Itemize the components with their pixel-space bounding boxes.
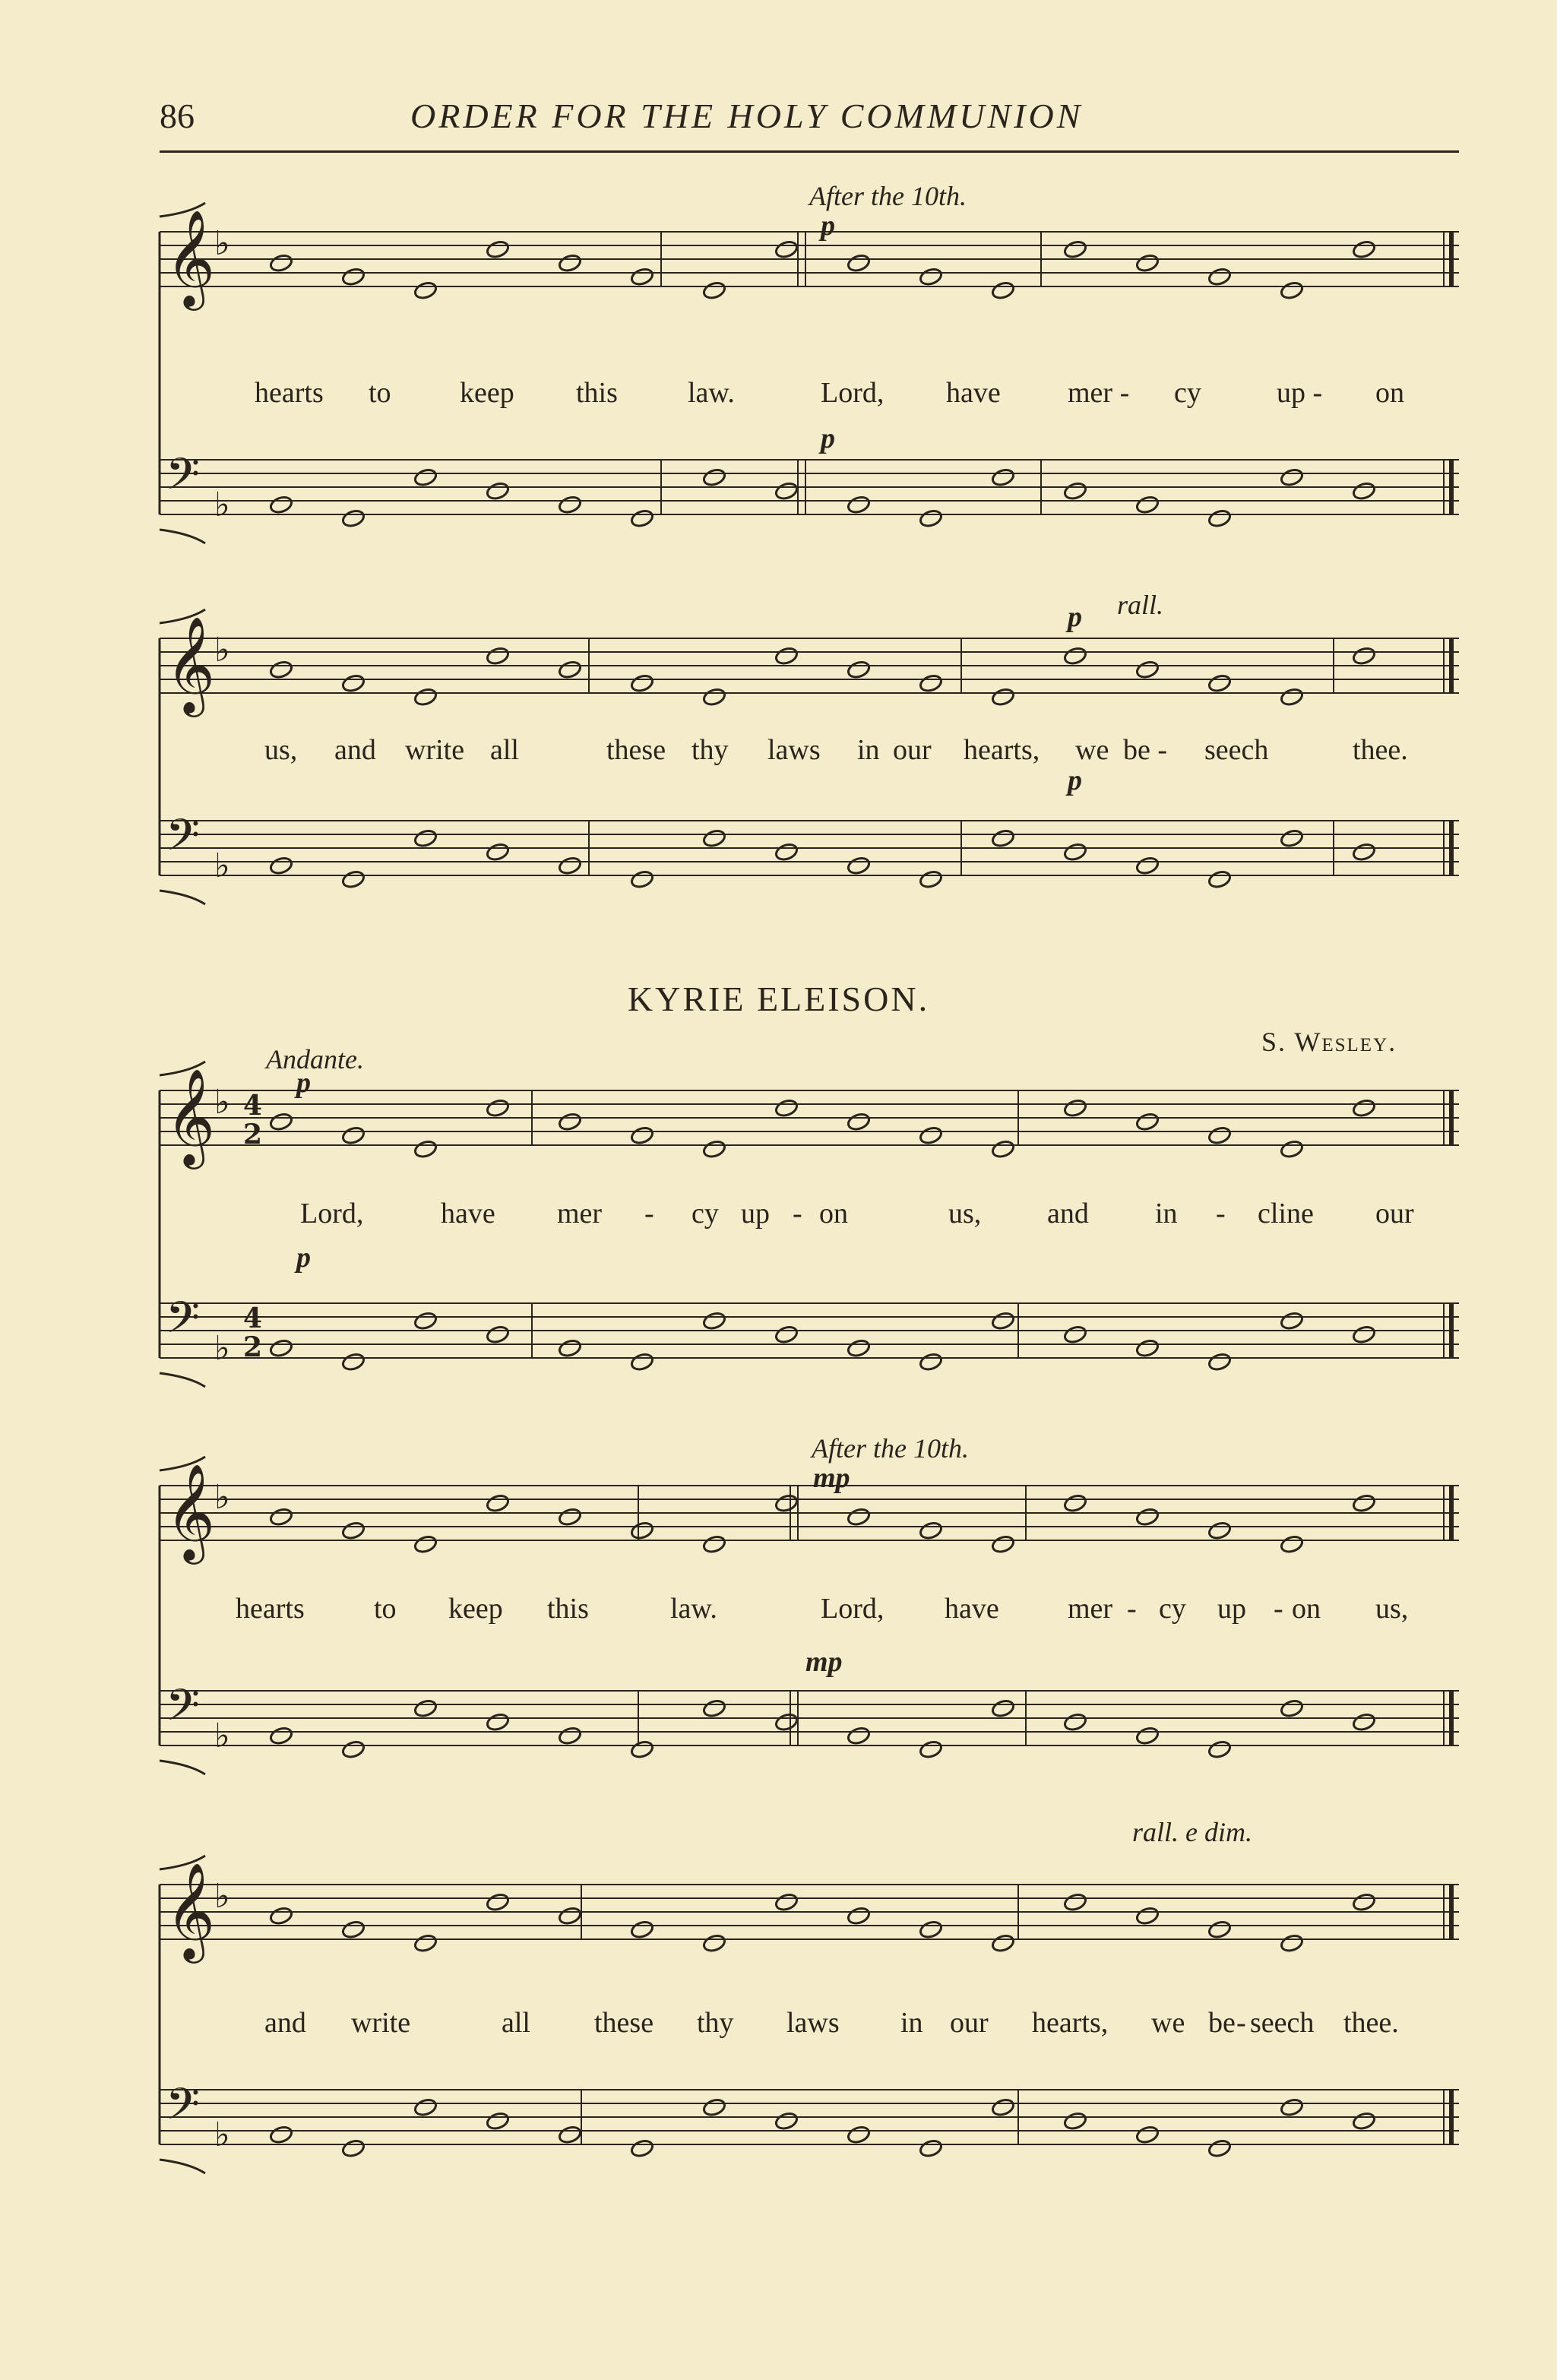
composer-name: S. Wesley.	[1261, 1027, 1397, 1057]
lyric-syllable: Lord,	[821, 1593, 885, 1625]
note-head	[702, 1933, 726, 1953]
lyric-syllable: hearts	[236, 1593, 305, 1625]
lyric-syllable: thee.	[1343, 2007, 1399, 2039]
note-head	[558, 1507, 582, 1527]
staff-graphics	[152, 1440, 1467, 1797]
dynamic-upper: p	[821, 210, 835, 242]
note-head	[486, 1098, 510, 1118]
note-head	[774, 1325, 799, 1344]
lyric-syllable: hearts,	[1032, 2007, 1109, 2039]
note-head	[341, 673, 366, 693]
time-signature-bottom: 2	[243, 1331, 263, 1363]
note-head	[413, 1698, 438, 1718]
note-head	[1280, 1933, 1304, 1953]
note-head	[1135, 660, 1160, 679]
note-head	[341, 267, 366, 286]
note-head	[486, 239, 510, 259]
note-head	[702, 1139, 726, 1159]
note-head	[1135, 1338, 1160, 1358]
flat-icon: ♭	[214, 224, 230, 263]
note-head	[413, 1933, 438, 1953]
note-head	[774, 646, 799, 666]
flat-icon: ♭	[214, 1717, 230, 1755]
note-head	[558, 856, 582, 875]
lyric-syllable: mer -	[1068, 377, 1130, 409]
note-head	[630, 673, 654, 693]
note-head	[1280, 1311, 1304, 1331]
note-head	[1352, 646, 1376, 666]
lyric-syllable: us,	[1375, 1593, 1409, 1625]
note-head	[1207, 508, 1232, 528]
lyric-syllable: -	[644, 1198, 654, 1230]
note-head	[269, 1338, 293, 1358]
treble-clef-icon: 𝄞	[166, 1862, 216, 1959]
running-head: ORDER FOR THE HOLY COMMUNION	[410, 97, 1084, 135]
note-head	[269, 495, 293, 514]
system-4	[152, 1433, 1467, 1797]
lyric-syllable: have	[945, 1593, 999, 1625]
lyric-syllable: -	[1236, 2007, 1246, 2039]
note-head	[630, 869, 654, 889]
note-head	[1063, 239, 1087, 259]
note-head	[1135, 1906, 1160, 1926]
note-head	[919, 1739, 943, 1759]
lyric-syllable: Lord,	[300, 1198, 364, 1230]
note-head	[774, 1098, 799, 1118]
note-head	[486, 1325, 510, 1344]
lyric-syllable: our	[950, 2007, 989, 2039]
note-head	[1280, 1698, 1304, 1718]
lyric-syllable: we	[1075, 734, 1109, 766]
lyric-syllable: up	[1217, 1593, 1246, 1625]
kyrie-title: KYRIE ELEISON.	[627, 980, 930, 1018]
direction-after-tenth: After the 10th.	[812, 1433, 969, 1464]
dynamic-lower: p	[821, 423, 835, 454]
system-1	[152, 181, 1467, 551]
note-head	[1207, 267, 1232, 286]
time-signature-bottom: 2	[243, 1119, 263, 1150]
note-head	[269, 856, 293, 875]
note-head	[341, 1920, 366, 1939]
note-head	[919, 508, 943, 528]
note-head	[1135, 1112, 1160, 1131]
lyric-syllable: laws	[786, 2007, 840, 2039]
lyric-syllable: mer	[1068, 1593, 1113, 1625]
note-head	[991, 1698, 1015, 1718]
staff-graphics	[152, 593, 1467, 950]
tempo-marking: Andante.	[266, 1044, 364, 1074]
note-head	[269, 1507, 293, 1527]
note-head	[991, 2097, 1015, 2117]
note-head	[702, 687, 726, 707]
direction-after-tenth: After the 10th.	[809, 181, 967, 211]
note-head	[1280, 280, 1304, 300]
staff-graphics	[152, 201, 1467, 559]
note-head	[774, 2111, 799, 2131]
note-head	[702, 1698, 726, 1718]
note-head	[269, 253, 293, 273]
note-head	[702, 2097, 726, 2117]
note-head	[486, 2111, 510, 2131]
bass-clef-icon: 𝄢	[166, 448, 201, 511]
lyric-syllable: up -	[1277, 377, 1323, 409]
note-head	[341, 869, 366, 889]
note-head	[1135, 2125, 1160, 2144]
note-head	[1135, 253, 1160, 273]
note-head	[847, 1338, 871, 1358]
note-head	[702, 1534, 726, 1554]
note-head	[341, 1739, 366, 1759]
note-head	[1207, 1920, 1232, 1939]
system-5	[152, 1817, 1467, 2234]
lyric-syllable: and	[264, 2007, 306, 2039]
lyric-syllable: thy	[691, 734, 729, 766]
note-head	[413, 2097, 438, 2117]
lyric-syllable: write	[405, 734, 465, 766]
note-head	[269, 1726, 293, 1745]
note-head	[1280, 687, 1304, 707]
note-head	[1280, 2097, 1304, 2117]
lyric-syllable: have	[441, 1198, 495, 1230]
note-head	[774, 842, 799, 862]
dynamic-upper: p	[296, 1067, 311, 1099]
dynamic-lower: p	[296, 1242, 311, 1274]
note-head	[630, 1920, 654, 1939]
lyric-syllable: thy	[697, 2007, 734, 2039]
lyric-syllable: write	[351, 2007, 411, 2039]
direction-rall-e-dim: rall. e dim.	[1132, 1817, 1252, 1847]
lyric-syllable: be	[1208, 2007, 1236, 2039]
note-head	[919, 2138, 943, 2158]
note-head	[341, 1521, 366, 1540]
lyric-syllable: up	[741, 1198, 770, 1230]
note-head	[1352, 1892, 1376, 1912]
note-head	[630, 2138, 654, 2158]
note-head	[341, 1352, 366, 1372]
lyric-syllable: Lord,	[821, 377, 885, 409]
note-head	[847, 1507, 871, 1527]
lyric-syllable: all	[490, 734, 519, 766]
note-head	[413, 280, 438, 300]
note-head	[702, 280, 726, 300]
lyric-syllable: these	[594, 2007, 654, 2039]
note-head	[991, 1311, 1015, 1331]
lyric-syllable: to	[374, 1593, 397, 1625]
treble-clef-icon: 𝄞	[166, 1463, 216, 1560]
lyric-syllable: seech	[1250, 2007, 1315, 2039]
note-head	[1352, 1325, 1376, 1344]
lyric-syllable: -	[1216, 1198, 1226, 1230]
note-head	[919, 1920, 943, 1939]
note-head	[1063, 1892, 1087, 1912]
treble-clef-icon: 𝄞	[166, 209, 216, 306]
lyric-syllable: law.	[688, 377, 735, 409]
note-head	[558, 1726, 582, 1745]
lyric-syllable: be -	[1123, 734, 1168, 766]
note-head	[702, 467, 726, 487]
note-head	[847, 660, 871, 679]
system-3	[152, 1045, 1467, 1410]
lyric-syllable: our	[893, 734, 932, 766]
lyric-syllable: hearts	[255, 377, 324, 409]
note-head	[1352, 1098, 1376, 1118]
note-head	[991, 687, 1015, 707]
note-head	[1207, 1352, 1232, 1372]
dynamic-upper: mp	[813, 1462, 850, 1494]
note-head	[486, 646, 510, 666]
note-head	[847, 1906, 871, 1926]
bass-clef-icon: 𝄢	[166, 1292, 201, 1354]
note-head	[486, 481, 510, 501]
lyric-syllable: cline	[1258, 1198, 1314, 1230]
note-head	[413, 1534, 438, 1554]
note-head	[919, 267, 943, 286]
lyric-syllable: us,	[264, 734, 298, 766]
note-head	[486, 1892, 510, 1912]
note-head	[847, 253, 871, 273]
note-head	[630, 1352, 654, 1372]
note-head	[558, 2125, 582, 2144]
note-head	[919, 869, 943, 889]
note-head	[1063, 1712, 1087, 1732]
note-head	[1352, 1712, 1376, 1732]
flat-icon: ♭	[214, 1083, 230, 1122]
lyric-syllable: keep	[448, 1593, 503, 1625]
note-head	[1135, 1726, 1160, 1745]
note-head	[919, 1125, 943, 1145]
lyric-syllable: us,	[948, 1198, 982, 1230]
treble-clef-icon: 𝄞	[166, 1068, 216, 1165]
page-header	[160, 90, 1459, 153]
flat-icon: ♭	[214, 847, 230, 885]
lyric-syllable: law.	[670, 1593, 717, 1625]
direction-rall: rall.	[1117, 590, 1164, 620]
bass-clef-icon: 𝄢	[166, 1679, 201, 1742]
note-head	[1207, 869, 1232, 889]
note-head	[847, 1726, 871, 1745]
lyric-syllable: in	[900, 2007, 923, 2039]
note-head	[1207, 673, 1232, 693]
flat-icon: ♭	[214, 486, 230, 524]
note-head	[991, 1534, 1015, 1554]
system-2	[152, 590, 1467, 950]
note-head	[774, 239, 799, 259]
lyric-syllable: this	[547, 1593, 589, 1625]
note-head	[847, 2125, 871, 2144]
note-head	[1207, 1125, 1232, 1145]
note-head	[558, 495, 582, 514]
note-head	[630, 1125, 654, 1145]
flat-icon: ♭	[214, 631, 230, 669]
lyric-syllable: in	[857, 734, 880, 766]
lyric-syllable: on	[819, 1198, 848, 1230]
note-head	[630, 508, 654, 528]
note-head	[269, 660, 293, 679]
time-signature-top: 4	[243, 1090, 263, 1122]
note-head	[558, 1338, 582, 1358]
note-head	[774, 1493, 799, 1513]
note-head	[413, 687, 438, 707]
note-head	[269, 2125, 293, 2144]
note-head	[486, 1493, 510, 1513]
note-head	[1352, 481, 1376, 501]
note-head	[269, 1112, 293, 1131]
note-head	[991, 280, 1015, 300]
note-head	[1063, 481, 1087, 501]
lyric-syllable: seech	[1204, 734, 1269, 766]
note-head	[1063, 1493, 1087, 1513]
note-head	[413, 467, 438, 487]
bass-clef-icon: 𝄢	[166, 2078, 201, 2141]
note-head	[413, 1139, 438, 1159]
note-head	[630, 267, 654, 286]
note-head	[1280, 828, 1304, 848]
lyric-syllable: in	[1155, 1198, 1178, 1230]
note-head	[1352, 842, 1376, 862]
bass-clef-icon: 𝄢	[166, 809, 201, 872]
note-head	[847, 1112, 871, 1131]
note-head	[1352, 2111, 1376, 2131]
note-head	[1207, 2138, 1232, 2158]
lyric-syllable: on	[1292, 1593, 1321, 1625]
note-head	[486, 842, 510, 862]
note-head	[1352, 239, 1376, 259]
note-head	[1280, 467, 1304, 487]
lyric-syllable: and	[1047, 1198, 1089, 1230]
lyric-syllable: these	[606, 734, 666, 766]
note-head	[919, 1521, 943, 1540]
lyric-syllable: to	[369, 377, 391, 409]
note-head	[1280, 1534, 1304, 1554]
lyric-syllable: -	[1274, 1593, 1283, 1625]
note-head	[1135, 1507, 1160, 1527]
note-head	[774, 1892, 799, 1912]
note-head	[919, 673, 943, 693]
note-head	[702, 828, 726, 848]
note-head	[1207, 1739, 1232, 1759]
lyric-syllable: we	[1151, 2007, 1185, 2039]
flat-icon: ♭	[214, 1877, 230, 1916]
note-head	[1135, 495, 1160, 514]
note-head	[341, 1125, 366, 1145]
lyric-syllable: mer	[557, 1198, 603, 1230]
lyric-syllable: all	[502, 2007, 530, 2039]
note-head	[1063, 842, 1087, 862]
lyric-syllable: our	[1375, 1198, 1414, 1230]
dynamic-lower: p	[1068, 764, 1082, 796]
note-head	[558, 1112, 582, 1131]
note-head	[1063, 1325, 1087, 1344]
flat-icon: ♭	[214, 2116, 230, 2154]
note-head	[991, 1139, 1015, 1159]
note-head	[1135, 856, 1160, 875]
dynamic-upper: p	[1068, 601, 1082, 633]
note-head	[1352, 1493, 1376, 1513]
lyric-syllable: and	[334, 734, 376, 766]
lyric-syllable: -	[793, 1198, 802, 1230]
dynamic-lower: mp	[805, 1646, 843, 1678]
flat-icon: ♭	[214, 1329, 230, 1368]
note-head	[630, 1739, 654, 1759]
note-head	[558, 660, 582, 679]
note-head	[991, 1933, 1015, 1953]
lyric-syllable: on	[1375, 377, 1404, 409]
lyric-syllable: have	[946, 377, 1001, 409]
note-head	[1063, 646, 1087, 666]
lyric-syllable: laws	[767, 734, 821, 766]
note-head	[702, 1311, 726, 1331]
note-head	[847, 856, 871, 875]
note-head	[774, 1712, 799, 1732]
lyric-syllable: cy	[691, 1198, 719, 1230]
note-head	[486, 1712, 510, 1732]
note-head	[341, 2138, 366, 2158]
lyric-syllable: cy	[1174, 377, 1201, 409]
page-number: 86	[160, 97, 195, 135]
treble-clef-icon: 𝄞	[166, 616, 216, 713]
note-head	[774, 481, 799, 501]
note-head	[991, 828, 1015, 848]
time-signature-top: 4	[243, 1302, 263, 1334]
note-head	[991, 467, 1015, 487]
lyric-syllable: cy	[1159, 1593, 1186, 1625]
lyric-syllable: thee.	[1353, 734, 1408, 766]
lyric-syllable: keep	[460, 377, 514, 409]
note-head	[341, 508, 366, 528]
note-head	[630, 1521, 654, 1540]
note-head	[269, 1906, 293, 1926]
lyric-syllable: hearts,	[964, 734, 1040, 766]
lyric-syllable: this	[576, 377, 618, 409]
note-head	[413, 1311, 438, 1331]
note-head	[847, 495, 871, 514]
note-head	[558, 1906, 582, 1926]
note-head	[413, 828, 438, 848]
lyric-syllable: -	[1127, 1593, 1137, 1625]
note-head	[919, 1352, 943, 1372]
note-head	[1063, 2111, 1087, 2131]
flat-icon: ♭	[214, 1478, 230, 1517]
note-head	[1207, 1521, 1232, 1540]
note-head	[558, 253, 582, 273]
note-head	[1063, 1098, 1087, 1118]
note-head	[1280, 1139, 1304, 1159]
